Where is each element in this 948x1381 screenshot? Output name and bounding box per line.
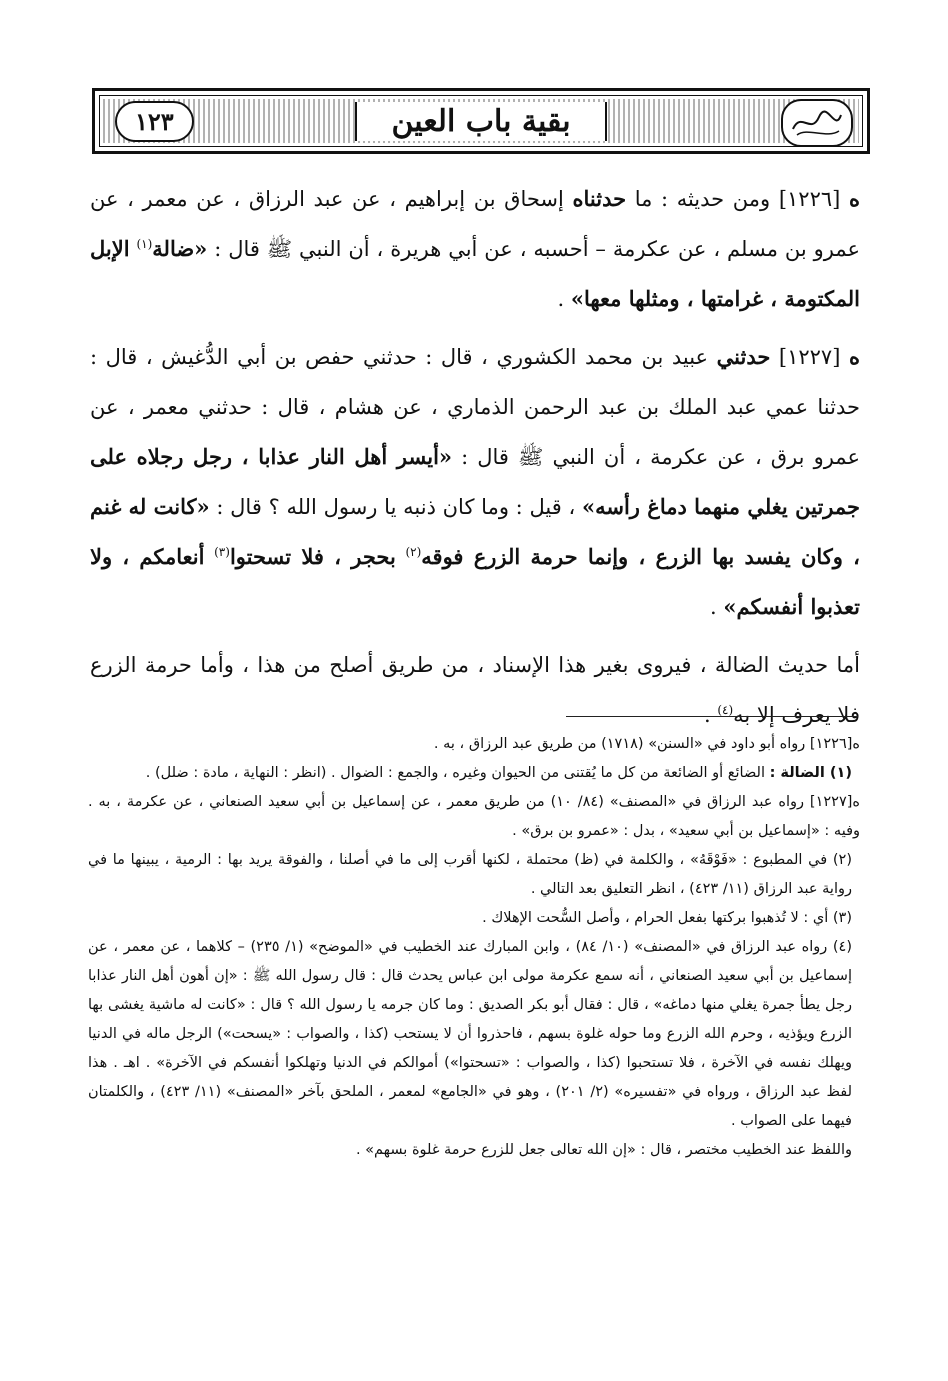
running-title: بقية باب العين: [355, 102, 606, 141]
punctuation: .: [557, 287, 565, 311]
hadith-quote: الإبل المكتومة ، غرامتها ، ومثلها معها»: [90, 236, 860, 311]
author-comment: [90, 640, 860, 740]
footnote-4-continued: واللفظ عند الخطيب مختصر ، قال : «إن الله تعالى جعل للزرع حرمة غلوة بسهم» .: [355, 1142, 852, 1158]
footnote-1227: ه[١٢٢٧] رواه عبد الرزاق في «المصنف» (٨٤/ ١٠) من طريق معمر ، عن إسماعيل بن أبي سعيد الصنعاني ، عن عكرمة ، به . وفيه : «إسماعيل بن أبي سعيد» ، بدل : «عمرو بن برق» .: [88, 794, 860, 839]
hadith-quote: «كانت له غنم ، وكان يفسد بها الزرع ، وإنما حرمة الزرع فوقه: [90, 494, 860, 569]
hadith-quote: بحجر ، فلا تسحتوا: [229, 544, 396, 569]
footnote-2: (٢) في المطبوع : «فَوْقَهُ» ، والكلمة في (ظ) محتملة ، لكنها أقرب إلى ما في أصلنا ، والفوقة يريد بها : الرمية ، يبينها ما في رواية عبد الرزاق (١١/ ٤٢٣) ، انظر التعليق بعد التالي .: [88, 852, 852, 897]
hadith-number: [١٢٢٧]: [778, 345, 841, 369]
footnote-ref: (٣): [214, 545, 230, 559]
footnote-ref: (٤): [717, 703, 734, 717]
page-header: [92, 88, 870, 154]
footnotes: [88, 730, 860, 1165]
footnote-separator: [566, 716, 858, 717]
hadith-text: ومن حديثه : ما: [634, 187, 771, 211]
footnote-text: الضائع أو الضائعة من كل ما يُقتنى من الحيوان وغيره ، والجمع : الضوال . (انظر : النهاية ، مادة : ضلل) .: [145, 765, 765, 781]
main-text: [90, 174, 860, 748]
transmission-term: حدثني: [716, 344, 771, 369]
footnote-ref: (٢): [405, 545, 422, 559]
publisher-logo: [781, 99, 853, 147]
punctuation: .: [710, 595, 717, 619]
hadith-marker: ه: [848, 344, 860, 369]
hadith-1227: [90, 332, 860, 632]
hadith-quote: «أيسر أهل النار عذابا ، رجل رجلاه على جمرتين يغلي منهما دماغ رأسه»: [90, 444, 860, 519]
hadith-marker: ه: [848, 186, 860, 211]
footnote-4: (٤) رواه عبد الرزاق في «المصنف» (١٠/ ٨٤) ، وابن المبارك عند الخطيب في «الموضح» (١/ ٢٣٥) – كلاهما ، عن معمر ، عن إسماعيل بن أبي سعيد الصنعاني ، أنه سمع عكرمة مولى ابن عباس يحدث قال : قال رسول الله ﷺ : «إن أهون أهل النار عذابا رجل يطأ جمرة يغلي منها دماغه» ، قال : فقال أبو بكر الصديق : وما كان جرمه يا رسول الله ؟ قال : «كانت له ماشية يغشى بها الزرع ويؤذيه ، وحرم الله الزرع وما حوله غلوة بسهم ، فاحذروا أن لا يستحب (كذا ، والصواب : «يسحت») الرجل ماله في الدنيا ويهلك نفسه في الآخرة ، فلا تستحبوا (كذا ، والصواب : «تسحتوا») أموالكم في الدنيا وتهلكوا أنفسكم في الآخرة» . اهـ . هذا لفظ عبد الرزاق ، ورواه في «تفسيره» (٢/ ٢٠١) ، وهو في «الجامع» لمعمر ، الملحق بآخر «المصنف» (١١/ ٤٢٣) ، والكلمتان فيهما على الصواب .: [88, 939, 853, 1129]
punctuation: .: [703, 703, 711, 727]
footnote-1: [88, 759, 860, 788]
hadith-text: عبيد بن محمد الكشوري ، قال : حدثني حفص بن أبي الدُّغيش ، قال : حدثنا عمي عبد الملك بن عبد الرحمن الذماري ، عن هشام ، قال : حدثني معمر ، عن عمرو برق ، عن عكرمة ، أن النبي ﷺ قال :: [90, 345, 860, 469]
footnote-1226: ه[١٢٢٦] رواه أبو داود في «السنن» (١٧١٨) من طريق عبد الرزاق ، به .: [433, 736, 860, 752]
hadith-text: إسحاق بن إبراهيم ، عن عبد الرزاق ، عن معمر ، عن عمرو بن مسلم ، عن عكرمة – أحسبه ، عن أبي هريرة ، أن النبي ﷺ قال :: [90, 187, 860, 261]
footnote-label: (١) الضالة :: [769, 765, 852, 781]
hadith-number: [١٢٢٦]: [778, 187, 841, 211]
hadith-text: ، قيل : وما كان ذنبه يا رسول الله ؟ قال :: [216, 495, 576, 519]
footnote-3: (٣) أي : لا تُذهبوا بركتها بفعل الحرام ، وأصل السُّحت الإهلاك .: [482, 910, 852, 926]
footnote-ref: (١): [136, 237, 153, 251]
hadith-1226: [90, 174, 860, 324]
logo-calligraphy-icon: [787, 105, 847, 141]
transmission-term: حدثناه: [572, 186, 627, 211]
comment-text: أما حديث الضالة ، فيروى بغير هذا الإسناد ، من طريق أصلح من هذا ، وأما حرمة الزرع فلا يعرف إلا به: [90, 653, 860, 727]
page-number: ١٢٣: [115, 101, 194, 142]
hadith-quote: أنعامكم ، ولا تعذبوا أنفسكم»: [90, 544, 860, 619]
hadith-quote: «ضالة: [152, 236, 208, 261]
